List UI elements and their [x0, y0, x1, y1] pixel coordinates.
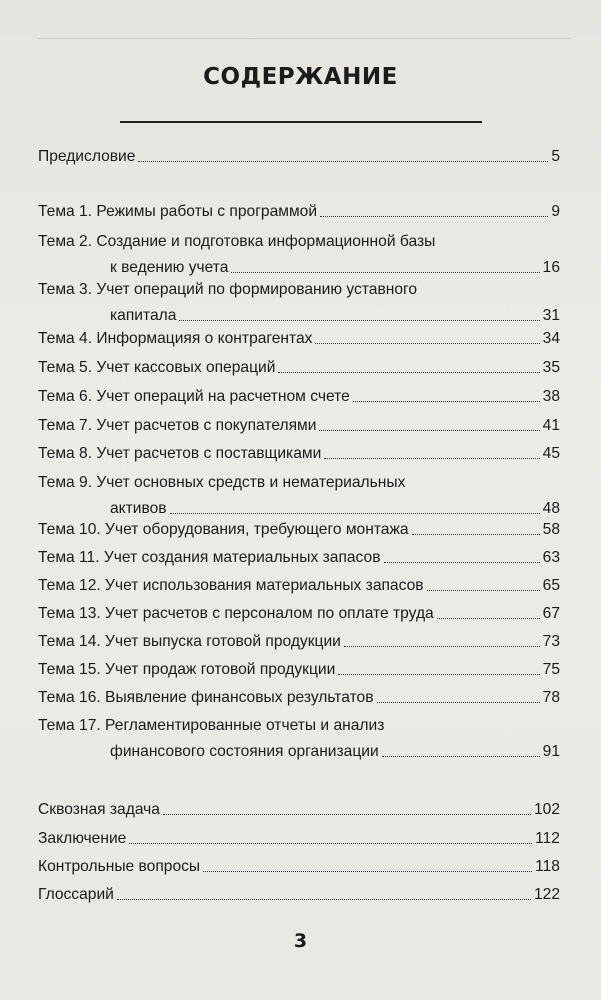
toc-entry-label: Предисловие: [38, 148, 136, 165]
toc-entry[interactable]: [38, 330, 560, 348]
toc-entry-label: Тема 5. Учет кассовых операций: [38, 359, 276, 376]
toc-entry-page: 38: [542, 388, 560, 405]
dot-leader: [382, 756, 540, 757]
toc-entry[interactable]: [38, 689, 560, 707]
dot-leader: [129, 843, 532, 844]
toc-entry[interactable]: [38, 577, 560, 595]
dot-leader: [437, 618, 540, 619]
toc-entry[interactable]: [38, 633, 560, 651]
toc-entry-page: 67: [542, 605, 560, 622]
dot-leader: [231, 272, 539, 273]
toc-entry[interactable]: [38, 359, 560, 377]
toc-entry-label: Тема 13. Учет расчетов с персоналом по оплате труда: [38, 605, 434, 622]
toc-entry-page: 5: [551, 148, 560, 165]
toc-entry-label: Тема 9. Учет основных средств и нематериальных: [38, 474, 406, 491]
toc-entry-page: 16: [542, 259, 560, 276]
dot-leader: [163, 814, 531, 815]
toc-entry-page: 78: [542, 689, 560, 706]
toc-entry-label: Тема 15. Учет продаж готовой продукции: [38, 661, 336, 678]
dot-leader: [412, 534, 540, 535]
toc-entry-label: Тема 10. Учет оборудования, требующего монтажа: [38, 521, 409, 538]
toc-entry-label-continuation: к ведению учета: [110, 259, 229, 276]
toc-entry-page: 112: [535, 830, 560, 847]
toc-entry-page: 118: [535, 858, 560, 875]
page-number: 3: [293, 930, 308, 952]
running-head-bleed: [38, 38, 571, 61]
toc-entry[interactable]: [38, 388, 560, 406]
dot-leader: [278, 372, 539, 373]
toc-entry-page: 9: [551, 203, 560, 220]
toc-entry-label: Заключение: [38, 830, 127, 847]
dot-leader: [338, 674, 539, 675]
toc-entry-page: 65: [542, 577, 560, 594]
dot-leader: [315, 343, 539, 344]
toc-entry[interactable]: [38, 148, 560, 166]
toc-entry-page: 31: [542, 307, 560, 324]
toc-entry-label: Тема 11. Учет создания материальных запасов: [38, 549, 381, 566]
toc-entry-page: 48: [542, 500, 560, 517]
toc-entry-page: 35: [542, 359, 560, 376]
toc-entry-label: Контрольные вопросы: [38, 858, 201, 875]
toc-entry[interactable]: [38, 661, 560, 679]
dot-leader: [138, 161, 548, 162]
dot-leader: [384, 562, 540, 563]
toc-entry[interactable]: [38, 233, 560, 277]
toc-entry-label: Тема 3. Учет операций по формированию уставного: [38, 281, 418, 298]
toc-entry[interactable]: [38, 521, 560, 539]
toc-entry[interactable]: [38, 417, 560, 435]
toc-entry-page: 34: [542, 330, 560, 347]
dot-leader: [353, 401, 540, 402]
toc-entry[interactable]: [38, 605, 560, 623]
title-underline: [120, 121, 482, 123]
dot-leader: [320, 216, 548, 217]
toc-entry-label-continuation: финансового состояния организации: [110, 743, 379, 760]
toc-entry-label: Тема 12. Учет использования материальных запасов: [38, 577, 424, 594]
toc-entry-page: 73: [542, 633, 560, 650]
dot-leader: [203, 871, 532, 872]
dot-leader: [344, 646, 540, 647]
toc-entry-page: 102: [533, 801, 560, 818]
toc-entry-page: 122: [533, 886, 560, 903]
toc-entry[interactable]: [38, 445, 560, 463]
toc-entry[interactable]: [38, 858, 560, 876]
toc-entry[interactable]: [38, 549, 560, 567]
toc-entry-label-continuation: капитала: [110, 307, 177, 324]
dot-leader: [324, 458, 539, 459]
toc-entry-page: 91: [542, 743, 560, 760]
toc-entry-label: Глоссарий: [38, 886, 114, 903]
toc-entry-page: 58: [542, 521, 560, 538]
toc-entry-page: 75: [542, 661, 560, 678]
toc-entry-label: Тема 7. Учет расчетов с покупателями: [38, 417, 317, 434]
page-title: СОДЕРЖАНИЕ: [203, 64, 398, 90]
toc-entry-label: Тема 8. Учет расчетов с поставщиками: [38, 445, 322, 462]
dot-leader: [179, 320, 539, 321]
toc-entry-label: Сквозная задача: [38, 801, 160, 818]
toc-entry[interactable]: [38, 474, 560, 518]
dot-leader: [377, 702, 540, 703]
toc-entry[interactable]: [38, 886, 560, 904]
toc-entry[interactable]: [38, 281, 560, 325]
toc-entry-label: Тема 2. Создание и подготовка информационной базы: [38, 233, 436, 250]
toc-entry-page: 45: [542, 445, 560, 462]
dot-leader: [117, 899, 531, 900]
toc-entry[interactable]: [38, 801, 560, 819]
toc-entry-label-continuation: активов: [110, 500, 167, 517]
toc-entry-label: Тема 6. Учет операций на расчетном счете: [38, 388, 350, 405]
toc-entry-label: Тема 17. Регламентированные отчеты и анализ: [38, 717, 385, 734]
toc-entry-label: Тема 1. Режимы работы с программой: [38, 203, 318, 220]
toc-entry[interactable]: [38, 717, 560, 761]
toc-entry[interactable]: [38, 203, 560, 221]
toc-entry-label: Тема 14. Учет выпуска готовой продукции: [38, 633, 341, 650]
toc-entry-label: Тема 4. Информацияя о контрагентах: [38, 330, 313, 347]
toc-entry-page: 63: [542, 549, 560, 566]
dot-leader: [427, 590, 540, 591]
dot-leader: [319, 430, 539, 431]
toc-entry[interactable]: [38, 830, 560, 848]
toc-entry-page: 41: [542, 417, 560, 434]
dot-leader: [170, 513, 540, 514]
toc-entry-label: Тема 16. Выявление финансовых результатов: [38, 689, 374, 706]
